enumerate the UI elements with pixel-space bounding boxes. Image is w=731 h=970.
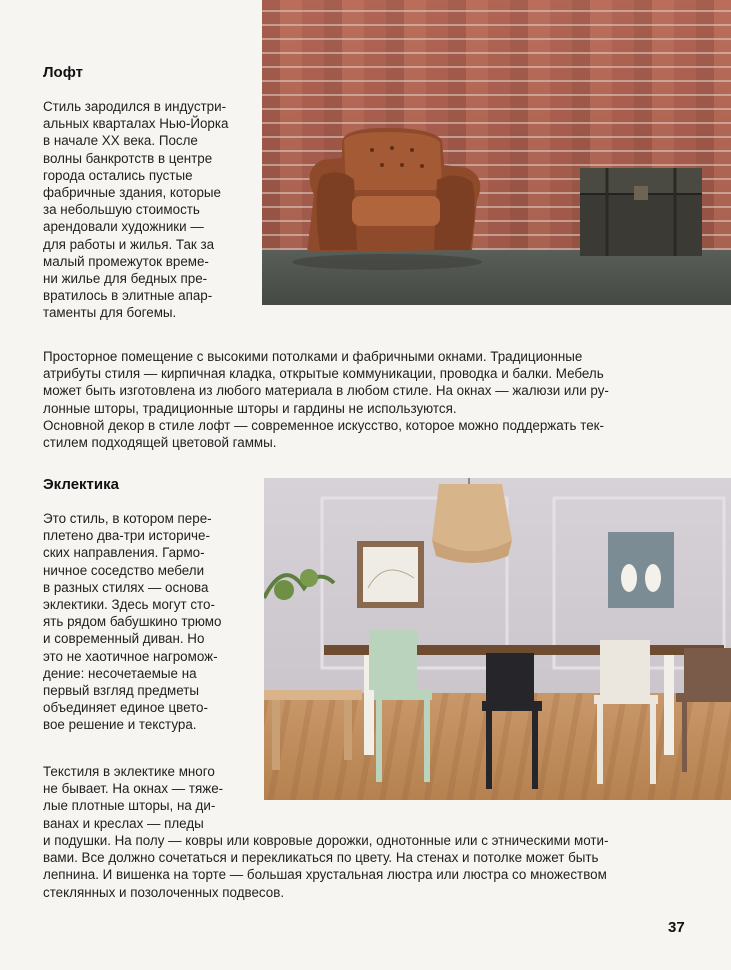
vintage-trunk [580,168,702,256]
brown-chair [676,648,731,772]
eclectic-dining-photo [264,478,731,800]
leather-armchair [292,128,482,270]
geese-painting [608,532,674,608]
white-wooden-chair [594,640,658,784]
page-number: 37 [668,919,685,936]
wooden-bench [264,690,362,700]
eclectic-furniture-illustration [264,478,731,800]
loft-heading: Лофт [43,64,83,81]
loft-furniture-illustration [262,0,731,305]
eclectic-textile-paragraph: Текстиля в эклектике много не бывает. На окнах — тяже- лые плотные шторы, на ди- ванах и креслах — пледы [43,764,224,831]
loft-intro-paragraph: Стиль зародился в индустри- альных кварталах Нью-Йорка в начале XX века. После волны банкротств в центре города остались пустые фабричные здания, которые за небольшую стоимость арендовали художники — для работы и жилья. Так за малый промежуток време- ни жилье для бедных пре- вратилось в элитные апар- таменты для богемы. [43,99,229,321]
loft-body-paragraph: Просторное помещение с высокими потолками и фабричными окнами. Традиционные атрибуты стиля — кирпичная кладка, открытые коммуникации, проводка и балки. Мебель может быть изготовлена из любого материала в любом стиле. На окнах — жалюзи или ру- лонные шторы, традиционные шторы и гардины не используются. Основной декор в стиле лофт — современное искусство, которое можно поддержать тек- стилем подходящей цветовой гаммы. [43,349,609,451]
eclectic-intro-paragraph: Это стиль, в котором пере- плетено два-три историче- ских направления. Гармо- ничное соседство мебели в разных стилях — основа эклектики. Здесь могут сто- ять рядом бабушкино трюмо и современный диван. Но это не хаотичное нагромож- дение: несочетаемые на первый взгляд предметы объединяет единое цвето- вое решение и текстура. [43,511,222,733]
framed-artwork [357,541,424,608]
black-metal-chair [482,653,542,789]
wicker-pendant-lamp [432,478,512,563]
eclectic-heading: Эклектика [43,476,119,493]
eclectic-body-paragraph: и подушки. На полу — ковры или ковровые дорожки, однотонные или с этническими моти- вами. Все должно сочетаться и перекликаться по цвету. На стенах и потолке может быть лепнина. И вишенка на торте — большая хрустальная люстра или люстра со множеством стеклянных и позолоченных подвесов. [43,833,609,900]
loft-interior-photo [262,0,731,305]
